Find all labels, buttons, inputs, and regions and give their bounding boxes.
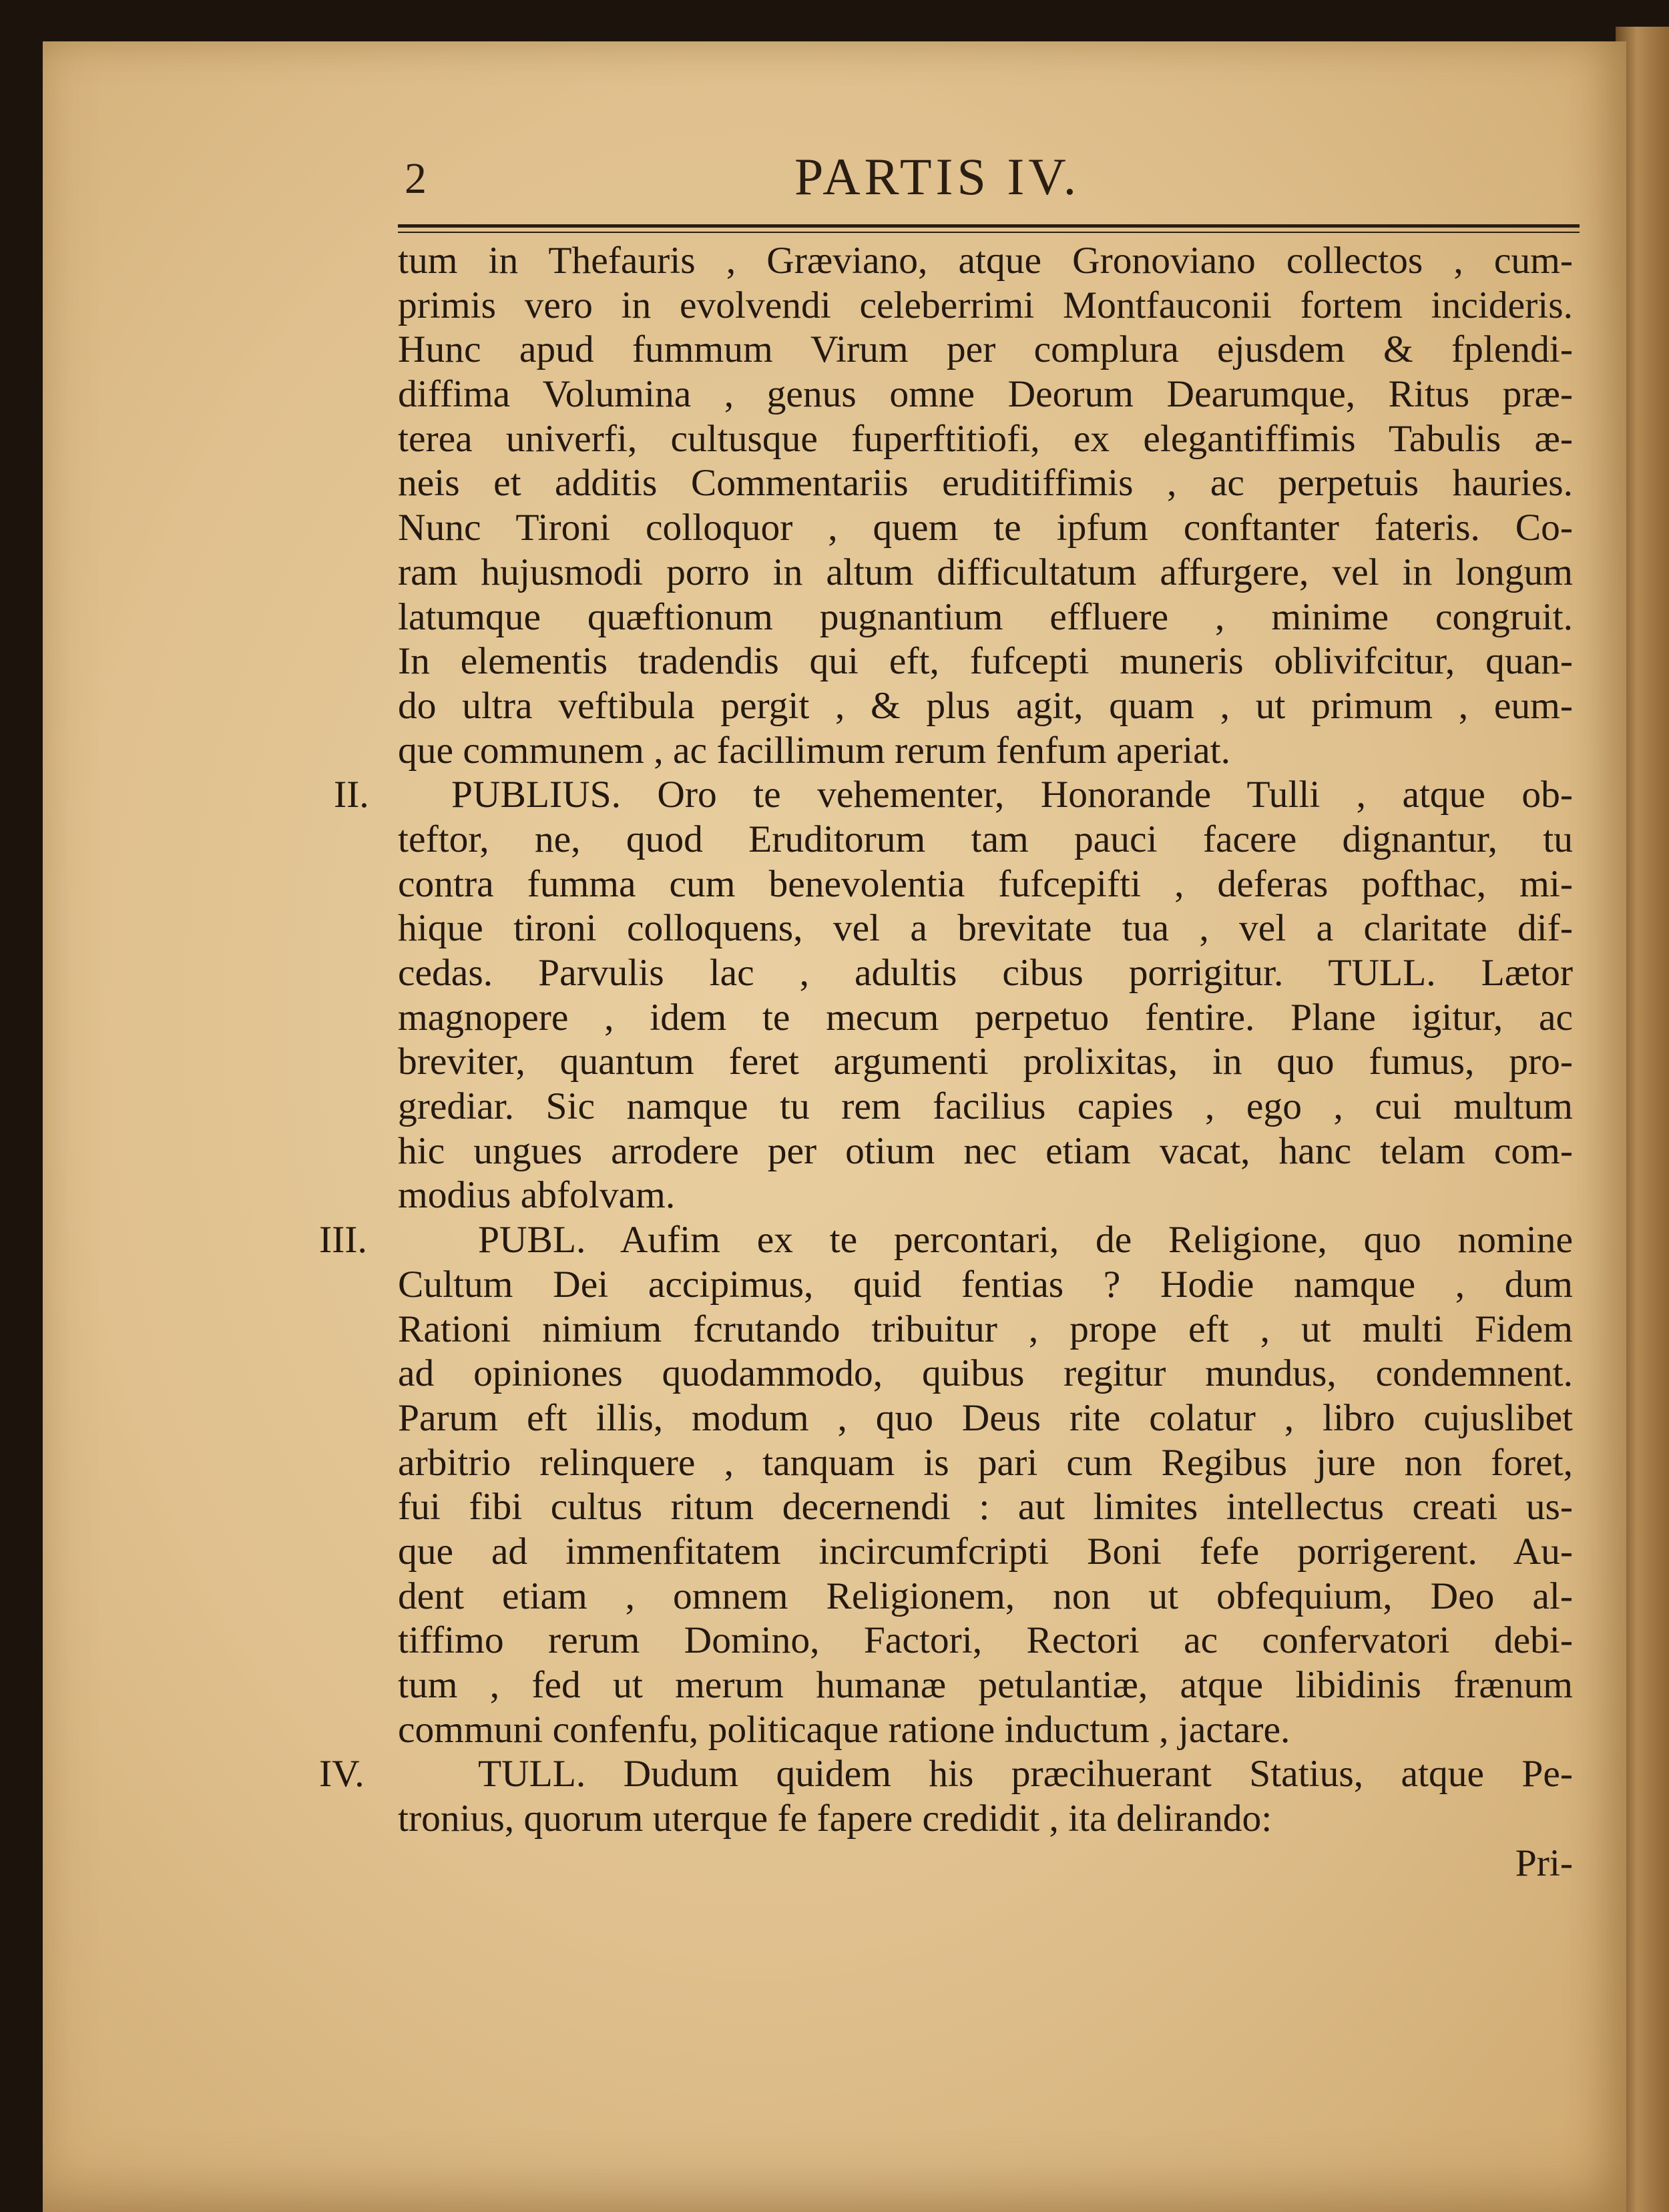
paragraph-ii [334, 773, 1573, 1218]
text-line: contra fumma cum benevolentia fufcepifti , deferas pofthac, mi- [398, 862, 1573, 905]
page-number: 2 [405, 154, 427, 203]
text-line: In elementis tradendis qui eft, fufcepti muneris oblivifcitur, quan- [398, 640, 1573, 683]
text-line: breviter, quantum feret argumenti prolixitas, in quo fumus, pro- [398, 1041, 1573, 1083]
text-line: diffima Volumina , genus omne Deorum Dearumque, Ritus præ- [398, 373, 1573, 416]
text-line: fui fibi cultus ritum decernendi : aut limites intellectus creati us- [398, 1486, 1573, 1529]
text-line: grediar. Sic namque tu rem facilius capies , ego , cui multum [398, 1085, 1573, 1128]
text-line: Hunc apud fummum Virum per complura ejusdem & fplendi- [398, 328, 1573, 371]
text-line: Cultum Dei accipimus, quid fentias ? Hodie namque , dum [398, 1263, 1573, 1306]
text-line: dent etiam , omnem Religionem, non ut obfequium, Deo al- [398, 1575, 1573, 1617]
text-line: teftor, ne, quod Eruditorum tam pauci facere dignantur, tu [398, 818, 1573, 860]
text-line: tum in Thefauris , Græviano, atque Gronoviano collectos , cum- [398, 240, 1573, 282]
text-line: ad opiniones quodammodo, quibus regitur mundus, condemnent. [398, 1352, 1573, 1395]
paragraph-marker: IV. [319, 1753, 365, 1795]
intro-paragraph [398, 239, 1573, 773]
text-line: hic ungues arrodere per otium nec etiam vacat, hanc telam com- [398, 1129, 1573, 1172]
text-line: PUBLIUS. Oro te vehementer, Honorande Tulli , atque ob- [451, 774, 1573, 816]
text-line: modius abfolvam. [398, 1174, 676, 1217]
paragraph-iv [319, 1752, 1573, 1841]
text-line: Nunc Tironi colloquor , quem te ipfum conftanter fateris. Co- [398, 507, 1573, 549]
text-line: Parum eft illis, modum , quo Deus rite colatur , libro cujuslibet [398, 1396, 1573, 1439]
text-line: latumque quæftionum pugnantium effluere , minime congruit. [398, 595, 1573, 638]
text-line: terea univerfi, cultusque fuperftitiofi, ex elegantiffimis Tabulis æ- [398, 417, 1573, 460]
text-line: tum , fed ut merum humanæ petulantiæ, atque libidinis frænum [398, 1664, 1573, 1706]
text-line: TULL. Dudum quidem his præcihuerant Statius, atque Pe- [478, 1753, 1573, 1795]
text-line: tiffimo rerum Domino, Factori, Rectori ac confervatori debi- [398, 1619, 1573, 1662]
page-header [361, 147, 1576, 207]
text-line: magnopere , idem te mecum perpetuo fentire. Plane igitur, ac [398, 996, 1573, 1039]
catchword-row [398, 1842, 1573, 1886]
text-line: PUBL. Aufim ex te percontari, de Religione, quo nomine [478, 1219, 1573, 1262]
body-text [319, 239, 1573, 1886]
running-head: PARTIS IV. [794, 148, 1081, 206]
text-line: tronius, quorum uterque fe fapere credidit , ita delirando: [398, 1798, 1272, 1840]
paragraph-iii [319, 1218, 1573, 1752]
text-line: ram hujusmodi porro in altum difficultatum affurgere, vel in longum [398, 551, 1573, 593]
text-line: que communem , ac facillimum rerum fenfum aperiat. [398, 729, 1230, 772]
text-line: que ad immenfitatem incircumfcripti Boni fefe porrigerent. Au- [398, 1530, 1573, 1573]
header-rule [398, 224, 1580, 233]
paragraph-marker: III. [319, 1219, 367, 1262]
catchword: Pri- [1515, 1842, 1573, 1884]
text-line: do ultra veftibula pergit , & plus agit, quam , ut primum , eum- [398, 684, 1573, 727]
text-line: communi confenfu, politicaque ratione inductum , jactare. [398, 1708, 1290, 1751]
paragraph-marker: II. [334, 774, 369, 816]
text-line: Rationi nimium fcrutando tribuitur , prope eft , ut multi Fidem [398, 1308, 1573, 1350]
text-line: primis vero in evolvendi celeberrimi Montfauconii fortem incideris. [398, 284, 1573, 326]
text-line: cedas. Parvulis lac , adultis cibus porrigitur. TULL. Lætor [398, 952, 1573, 994]
text-line: neis et additis Commentariis eruditiffimis , ac perpetuis hauries. [398, 462, 1573, 505]
text-line: arbitrio relinquere , tanquam is pari cum Regibus jure non foret, [398, 1441, 1573, 1484]
text-line: hique tironi colloquens, vel a brevitate tua , vel a claritate dif- [398, 907, 1573, 950]
